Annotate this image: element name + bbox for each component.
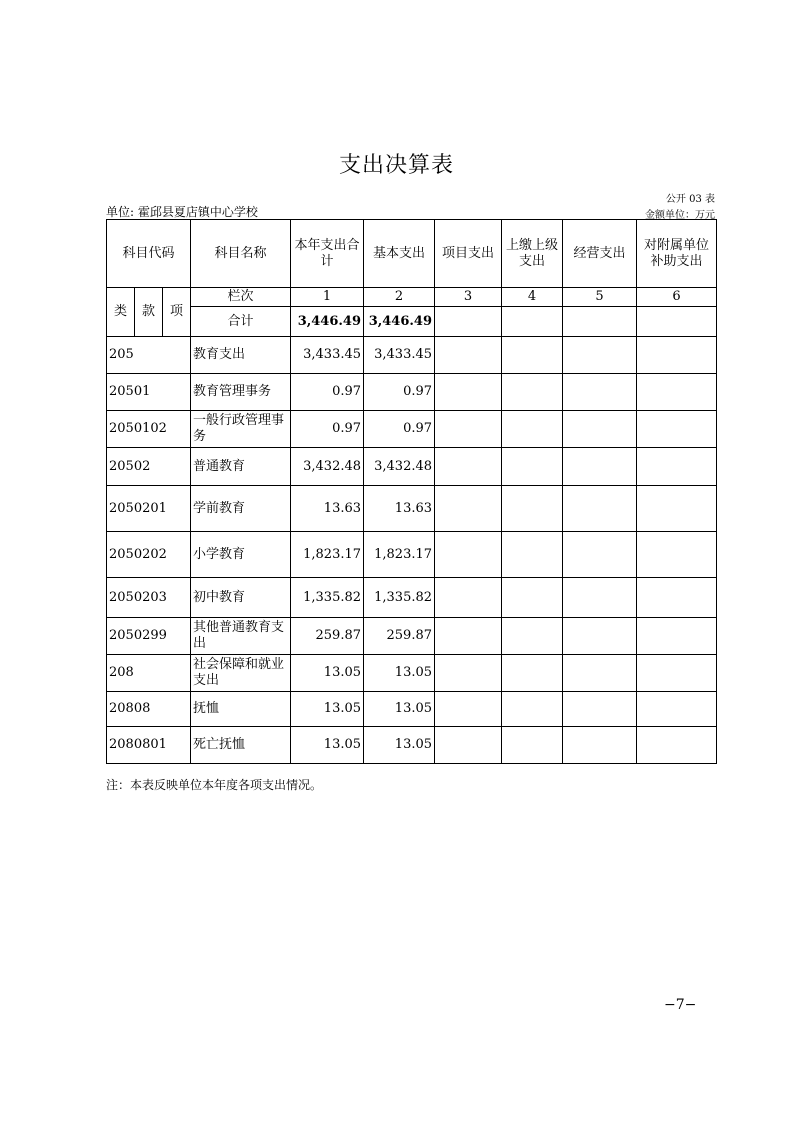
row-name: 一般行政管理事务 — [191, 411, 291, 448]
row-business — [563, 655, 637, 692]
row-name: 普通教育 — [191, 448, 291, 486]
row-subsidy — [637, 411, 717, 448]
header-lanci: 栏次 — [191, 288, 291, 307]
sum-business — [563, 307, 637, 337]
page-title: 支出决算表 — [338, 153, 454, 178]
row-code: 2050102 — [107, 411, 191, 448]
sum-project — [435, 307, 502, 337]
row-basic: 1,823.17 — [364, 532, 435, 578]
row-basic: 259.87 — [364, 618, 435, 655]
row-name: 其他普通教育支出 — [191, 618, 291, 655]
table-row — [107, 532, 717, 578]
header-business: 经营支出 — [563, 220, 637, 288]
row-subsidy — [637, 486, 717, 532]
row-total: 259.87 — [291, 618, 364, 655]
row-total: 3,432.48 — [291, 448, 364, 486]
row-name: 教育管理事务 — [191, 374, 291, 411]
row-project — [435, 532, 502, 578]
row-total: 13.63 — [291, 486, 364, 532]
row-project — [435, 486, 502, 532]
header-upper: 上缴上级支出 — [502, 220, 563, 288]
row-subsidy — [637, 532, 717, 578]
row-name: 抚恤 — [191, 692, 291, 727]
header-subject-code: 科目代码 — [107, 220, 191, 288]
table-code: 公开 03 表 — [665, 194, 715, 205]
col-number-6: 6 — [637, 288, 717, 307]
row-business — [563, 448, 637, 486]
row-upper — [502, 486, 563, 532]
header-total: 本年支出合计 — [291, 220, 364, 288]
row-basic: 13.63 — [364, 486, 435, 532]
column-number-row — [107, 288, 717, 307]
sum-upper — [502, 307, 563, 337]
row-name: 社会保障和就业支出 — [191, 655, 291, 692]
row-name: 学前教育 — [191, 486, 291, 532]
table-row — [107, 655, 717, 692]
footnote: 注：本表反映单位本年度各项支出情况。 — [106, 778, 323, 792]
row-subsidy — [637, 374, 717, 411]
row-code: 20502 — [107, 448, 191, 486]
row-upper — [502, 448, 563, 486]
row-basic: 13.05 — [364, 692, 435, 727]
table-row — [107, 578, 717, 618]
row-upper — [502, 532, 563, 578]
row-code: 2050201 — [107, 486, 191, 532]
row-subsidy — [637, 578, 717, 618]
row-business — [563, 411, 637, 448]
row-name: 教育支出 — [191, 337, 291, 374]
row-business — [563, 727, 637, 764]
row-business — [563, 486, 637, 532]
row-basic: 1,335.82 — [364, 578, 435, 618]
row-subsidy — [637, 692, 717, 727]
col-number-5: 5 — [563, 288, 637, 307]
col-number-4: 4 — [502, 288, 563, 307]
row-business — [563, 337, 637, 374]
table-row — [107, 374, 717, 411]
col-number-1: 1 — [291, 288, 364, 307]
row-basic: 13.05 — [364, 727, 435, 764]
row-code: 2050202 — [107, 532, 191, 578]
row-subsidy — [637, 618, 717, 655]
row-project — [435, 411, 502, 448]
row-code: 208 — [107, 655, 191, 692]
row-basic: 13.05 — [364, 655, 435, 692]
row-business — [563, 532, 637, 578]
row-business — [563, 578, 637, 618]
table-row — [107, 448, 717, 486]
row-upper — [502, 692, 563, 727]
unit-label: 单位: 霍邱县夏店镇中心学校 — [106, 205, 258, 219]
table-row — [107, 692, 717, 727]
header-subject-name: 科目名称 — [191, 220, 291, 288]
table-row — [107, 486, 717, 532]
row-upper — [502, 374, 563, 411]
row-project — [435, 727, 502, 764]
row-code: 20808 — [107, 692, 191, 727]
row-name: 初中教育 — [191, 578, 291, 618]
row-total: 1,823.17 — [291, 532, 364, 578]
row-upper — [502, 727, 563, 764]
header-project: 项目支出 — [435, 220, 502, 288]
sum-total: 3,446.49 — [291, 307, 364, 337]
row-subsidy — [637, 655, 717, 692]
row-name: 死亡抚恤 — [191, 727, 291, 764]
row-basic: 3,432.48 — [364, 448, 435, 486]
header-xiang: 项 — [163, 288, 191, 337]
sum-row — [107, 307, 717, 337]
header-lei: 类 — [107, 288, 135, 337]
header-row — [107, 220, 717, 288]
row-basic: 3,433.45 — [364, 337, 435, 374]
row-subsidy — [637, 727, 717, 764]
row-name: 小学教育 — [191, 532, 291, 578]
row-code: 20501 — [107, 374, 191, 411]
sum-basic: 3,446.49 — [364, 307, 435, 337]
page-number: −7− — [664, 997, 697, 1013]
row-subsidy — [637, 337, 717, 374]
row-project — [435, 692, 502, 727]
amount-unit-label: 金额单位：万元 — [645, 210, 715, 221]
col-number-2: 2 — [364, 288, 435, 307]
expenditure-table — [106, 219, 717, 764]
table-row — [107, 411, 717, 448]
header-subsidy: 对附属单位补助支出 — [637, 220, 717, 288]
header-basic: 基本支出 — [364, 220, 435, 288]
row-total: 0.97 — [291, 374, 364, 411]
row-code: 2080801 — [107, 727, 191, 764]
row-upper — [502, 337, 563, 374]
row-project — [435, 374, 502, 411]
row-total: 13.05 — [291, 655, 364, 692]
row-upper — [502, 655, 563, 692]
header-kuan: 款 — [135, 288, 163, 337]
row-project — [435, 618, 502, 655]
row-business — [563, 374, 637, 411]
row-basic: 0.97 — [364, 411, 435, 448]
row-code: 2050299 — [107, 618, 191, 655]
row-total: 1,335.82 — [291, 578, 364, 618]
col-number-3: 3 — [435, 288, 502, 307]
row-project — [435, 655, 502, 692]
row-total: 0.97 — [291, 411, 364, 448]
row-project — [435, 578, 502, 618]
sum-subsidy — [637, 307, 717, 337]
row-total: 3,433.45 — [291, 337, 364, 374]
row-project — [435, 337, 502, 374]
row-basic: 0.97 — [364, 374, 435, 411]
row-business — [563, 618, 637, 655]
row-project — [435, 448, 502, 486]
row-total: 13.05 — [291, 727, 364, 764]
table-row — [107, 618, 717, 655]
row-total: 13.05 — [291, 692, 364, 727]
row-code: 205 — [107, 337, 191, 374]
row-code: 2050203 — [107, 578, 191, 618]
row-business — [563, 692, 637, 727]
row-upper — [502, 618, 563, 655]
row-upper — [502, 578, 563, 618]
sum-label: 合计 — [191, 307, 291, 337]
row-subsidy — [637, 448, 717, 486]
table-row — [107, 727, 717, 764]
row-upper — [502, 411, 563, 448]
table-row — [107, 337, 717, 374]
